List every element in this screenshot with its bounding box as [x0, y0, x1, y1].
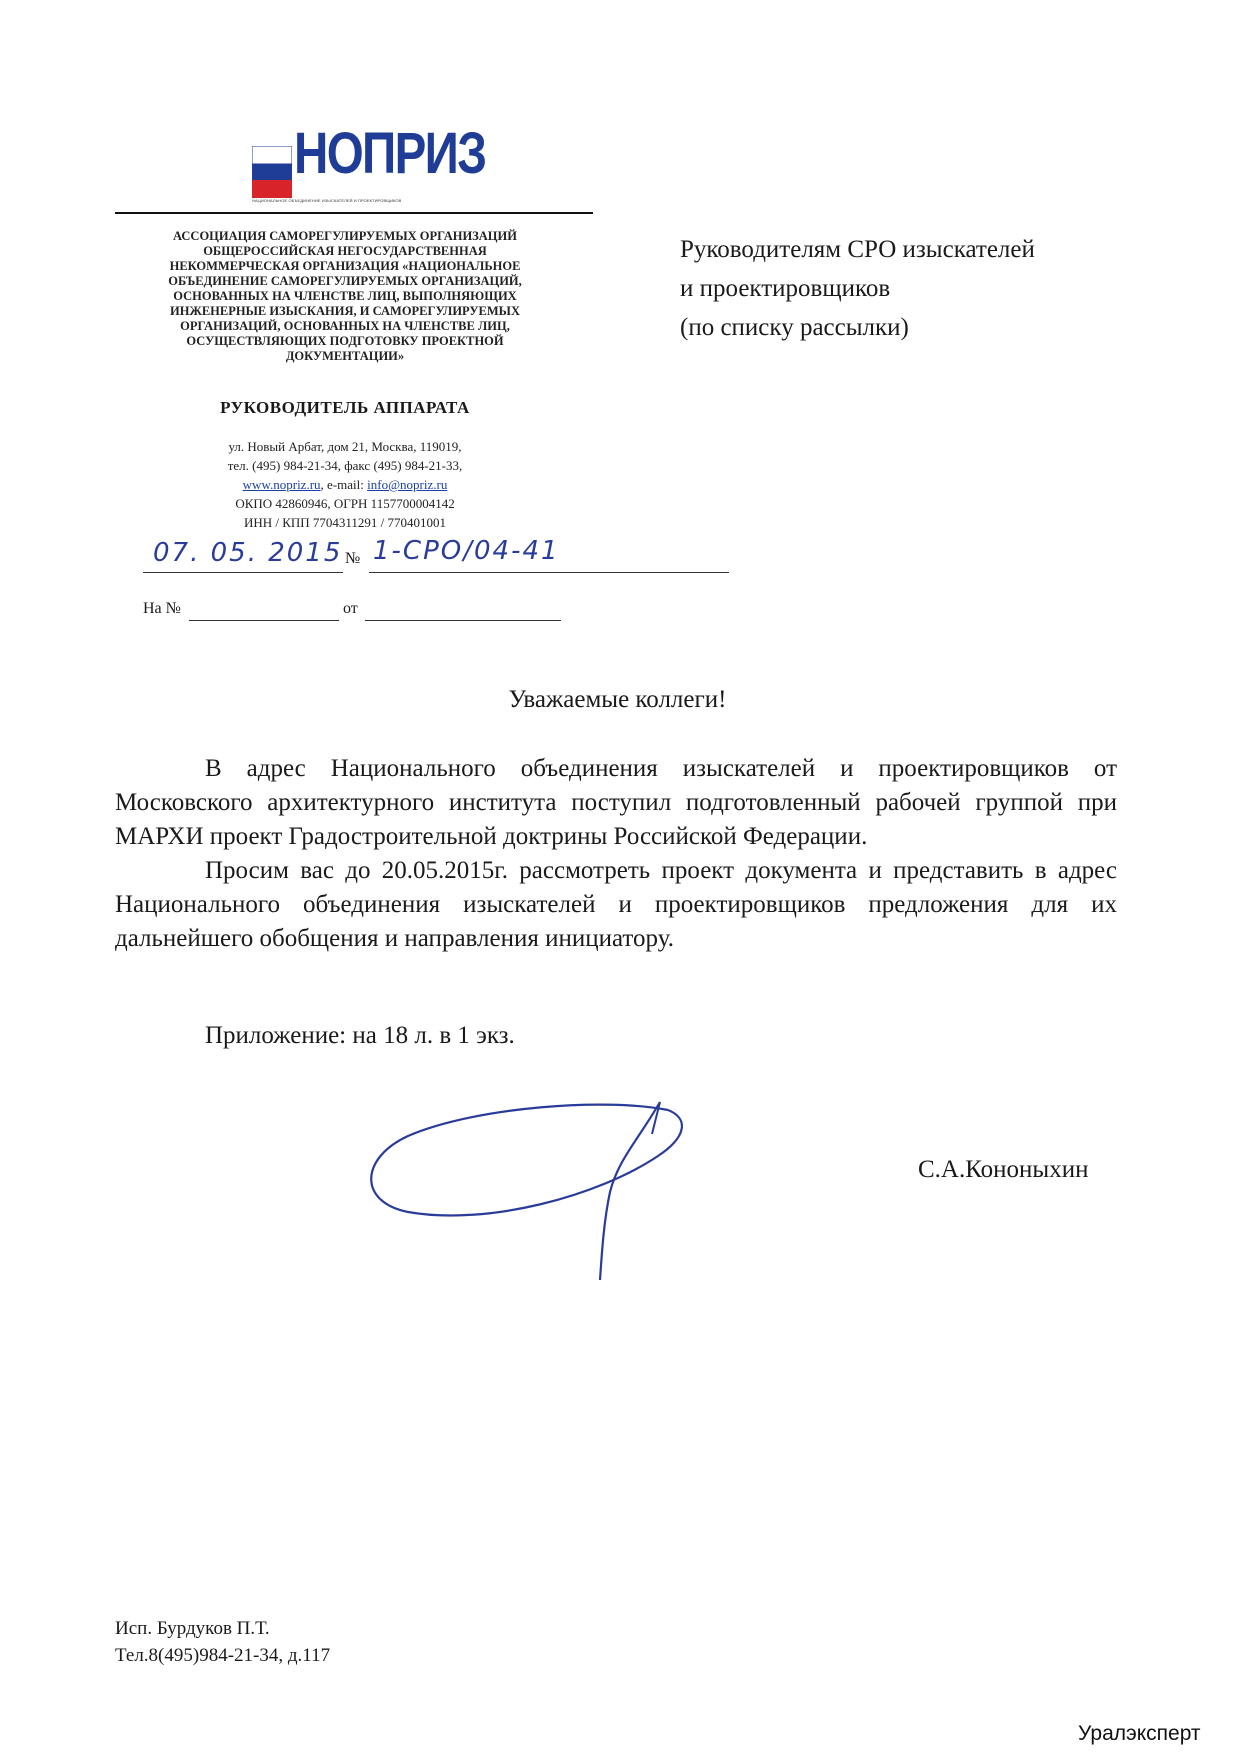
address: ул. Новый Арбат, дом 21, Москва, 119019, — [228, 439, 462, 454]
web-email-line — [125, 475, 565, 494]
executor-phone: Тел.8(495)984-21-34, д.117 — [115, 1645, 331, 1666]
registration-number: 1-СРО/04-41 — [373, 536, 560, 566]
okpo-ogrn: ОКПО 42860946, ОГРН 1157700004142 — [235, 496, 455, 511]
reply-number-label: На № — [143, 600, 181, 617]
org-line: АССОЦИАЦИЯ САМОРЕГУЛИРУЕМЫХ ОРГАНИЗАЦИЙ — [173, 229, 517, 243]
executor-name: Исп. Бурдуков П.Т. — [115, 1618, 270, 1639]
reply-number-blank — [189, 620, 339, 621]
org-line: ОБЩЕРОССИЙСКАЯ НЕГОСУДАРСТВЕННАЯ — [203, 244, 487, 258]
watermark: Уралэксперт — [1078, 1722, 1201, 1745]
contacts-block — [125, 437, 565, 532]
flag-icon — [252, 146, 292, 198]
reply-date-blank — [365, 620, 561, 621]
org-line: ОСНОВАННЫХ НА ЧЛЕНСТВЕ ЛИЦ, ВЫПОЛНЯЮЩИХ — [173, 289, 517, 303]
org-line: ОРГАНИЗАЦИЙ, ОСНОВАННЫХ НА ЧЛЕНСТВЕ ЛИЦ, — [180, 319, 510, 333]
handwritten-signature — [368, 1100, 788, 1300]
phones: тел. (495) 984-21-34, факс (495) 984-21-33, — [227, 458, 463, 473]
recipient-line: и проектировщиков — [680, 275, 891, 302]
body-paragraph: В адрес Национального объединения изыскателей и проектировщиков от Московского архитектурного института поступил подготовленный рабочей группой при МАРХИ проект Градостроительной доктрины Российской Федерации. — [115, 755, 1117, 850]
body-paragraph: Просим вас до 20.05.2015г. рассмотреть проект документа и представить в адрес Национального объединения изыскателей и проектировщиков предложения для их дальнейшего обобщения и направления инициатору. — [115, 857, 1117, 952]
logo — [252, 121, 486, 208]
recipient-block — [680, 230, 1120, 347]
logo-tagline: НАЦИОНАЛЬНОЕ ОБЪЕДИНЕНИЕ ИЗЫСКАТЕЛЕЙ И ПРОЕКТИРОВЩИКОВ — [252, 198, 402, 203]
inn-kpp: ИНН / КПП 7704311291 / 770401001 — [243, 515, 447, 530]
org-line: НЕКОММЕРЧЕСКАЯ ОРГАНИЗАЦИЯ «НАЦИОНАЛЬНОЕ — [169, 259, 521, 273]
recipient-line: Руководителям СРО изыскателей — [680, 236, 1035, 263]
email-label: , e-mail: — [320, 477, 368, 492]
org-line: ИНЖЕНЕРНЫЕ ИЗЫСКАНИЯ, И САМОРЕГУЛИРУЕМЫХ — [170, 304, 520, 318]
reply-reference-line — [143, 600, 563, 622]
executor-block — [115, 1615, 330, 1669]
attachment-note: Приложение: на 18 л. в 1 экз. — [205, 1022, 515, 1049]
org-line: ОБЪЕДИНЕНИЕ САМОРЕГУЛИРУЕМЫХ ОРГАНИЗАЦИЙ, — [168, 274, 522, 288]
website-link[interactable]: www.nopriz.ru — [242, 477, 321, 492]
greeting: Уважаемые коллеги! — [508, 686, 727, 713]
organization-name — [125, 229, 565, 364]
signer-name: С.А.Кононыхин — [918, 1156, 1089, 1183]
number-sign: № — [345, 550, 361, 567]
registration-line — [143, 536, 583, 574]
registration-date: 07. 05. 2015 — [153, 538, 343, 568]
org-line: ОСУЩЕСТВЛЯЮЩИХ ПОДГОТОВКУ ПРОЕКТНОЙ — [186, 334, 504, 348]
reply-date-label: от — [343, 600, 358, 617]
letterhead-divider — [115, 212, 593, 214]
logo-name: НОПРИЗ — [294, 121, 486, 186]
recipient-line: (по списку рассылки) — [680, 314, 909, 341]
org-line: ДОКУМЕНТАЦИИ» — [285, 349, 405, 363]
letter-body — [115, 752, 1117, 956]
email-link[interactable]: info@nopriz.ru — [367, 477, 448, 492]
head-title: РУКОВОДИТЕЛЬ АППАРАТА — [220, 398, 470, 417]
